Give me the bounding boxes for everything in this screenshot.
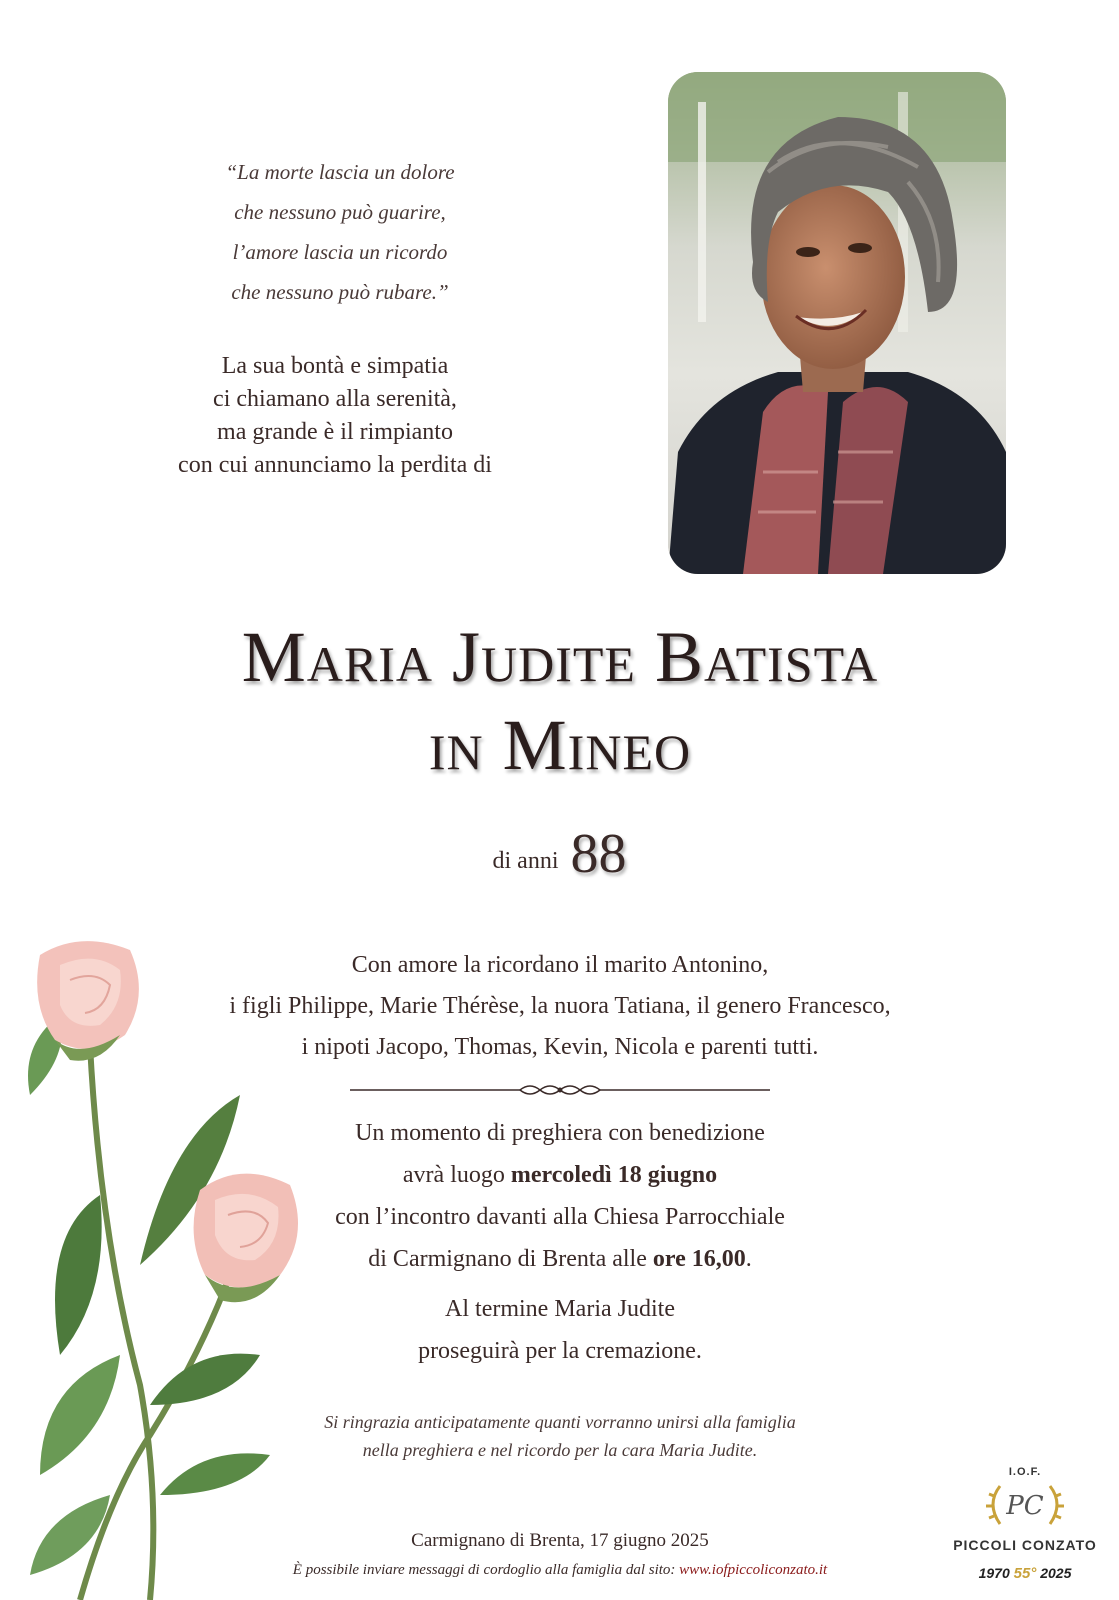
ornamental-divider [350,1080,770,1100]
family-line: i figli Philippe, Marie Thérèse, la nuora Tatiana, il genero Francesco, [229,993,891,1019]
family-line: i nipoti Jacopo, Thomas, Kevin, Nicola e parenti tutti. [301,1034,819,1060]
family-line: Con amore la ricordano il marito Antonino, [351,952,769,978]
logo-anniversary: 55° [1013,1565,1037,1582]
laurel-monogram-icon [980,1478,1070,1530]
service-period: . [745,1246,752,1272]
logo-company-name: PICCOLI CONZATO [953,1537,1097,1553]
after-line: proseguirà per la cremazione. [418,1338,702,1364]
deceased-name: Maria Judite Batista [241,617,879,697]
intro-line: ma grande è il rimpianto [217,419,453,445]
age-label: di anni [492,848,559,874]
intro-line: con cui annunciamo la perdita di [178,452,492,478]
service-details [230,1112,890,1280]
epitaph-quote [140,152,540,312]
logo-iof-label: I.O.F. [1008,1466,1042,1478]
intro-line: La sua bontà e simpatia [221,353,449,379]
thanks-line: Si ringrazia anticipatamente quanti vorranno unirsi alla famiglia [324,1412,796,1432]
after-service-note [230,1288,890,1372]
funeral-home-logo [940,1466,1110,1591]
quote-line: che nessuno può rubare.” [231,280,449,304]
condolence-text: È possibile inviare messaggi di cordoglio alla famiglia dal sito: [292,1562,676,1578]
age-value: 88 [570,823,627,885]
service-time: ore 16,00 [652,1246,746,1272]
service-line: Un momento di preghiera con benedizione [355,1120,765,1146]
service-date: mercoledì 18 giugno [510,1162,718,1188]
logo-monogram: PC [1006,1491,1044,1521]
service-line: con l’incontro davanti alla Chiesa Parrocchiale [335,1204,785,1230]
pink-roses-illustration [0,935,320,1600]
place-date: Carmignano di Brenta, 17 giugno 2025 [411,1530,709,1551]
thanks-line: nella preghiera e nel ricordo per la cara Maria Judite. [362,1440,758,1460]
after-line: Al termine Maria Judite [445,1296,675,1322]
portrait-illustration [668,72,1006,574]
condolence-website-link[interactable]: www.iofpiccoliconzato.it [679,1562,828,1578]
deceased-married-name: in Mineo [428,705,692,785]
announcement-intro [110,350,560,482]
service-line [230,1238,890,1280]
service-when-prefix: avrà luogo [402,1162,505,1188]
service-place-prefix: di Carmignano di Brenta alle [368,1246,647,1272]
logo-year-start: 1970 [978,1565,1010,1581]
quote-line: che nessuno può guarire, [234,200,446,224]
intro-line: ci chiamano alla serenità, [213,386,457,412]
logo-years [940,1565,1110,1582]
age-line [0,822,1119,886]
logo-year-end: 2025 [1040,1565,1072,1581]
portrait-photo [668,72,1006,574]
service-line [230,1154,890,1196]
quote-line: l’amore lascia un ricordo [232,240,448,264]
quote-line: “La morte lascia un dolore [225,160,455,184]
